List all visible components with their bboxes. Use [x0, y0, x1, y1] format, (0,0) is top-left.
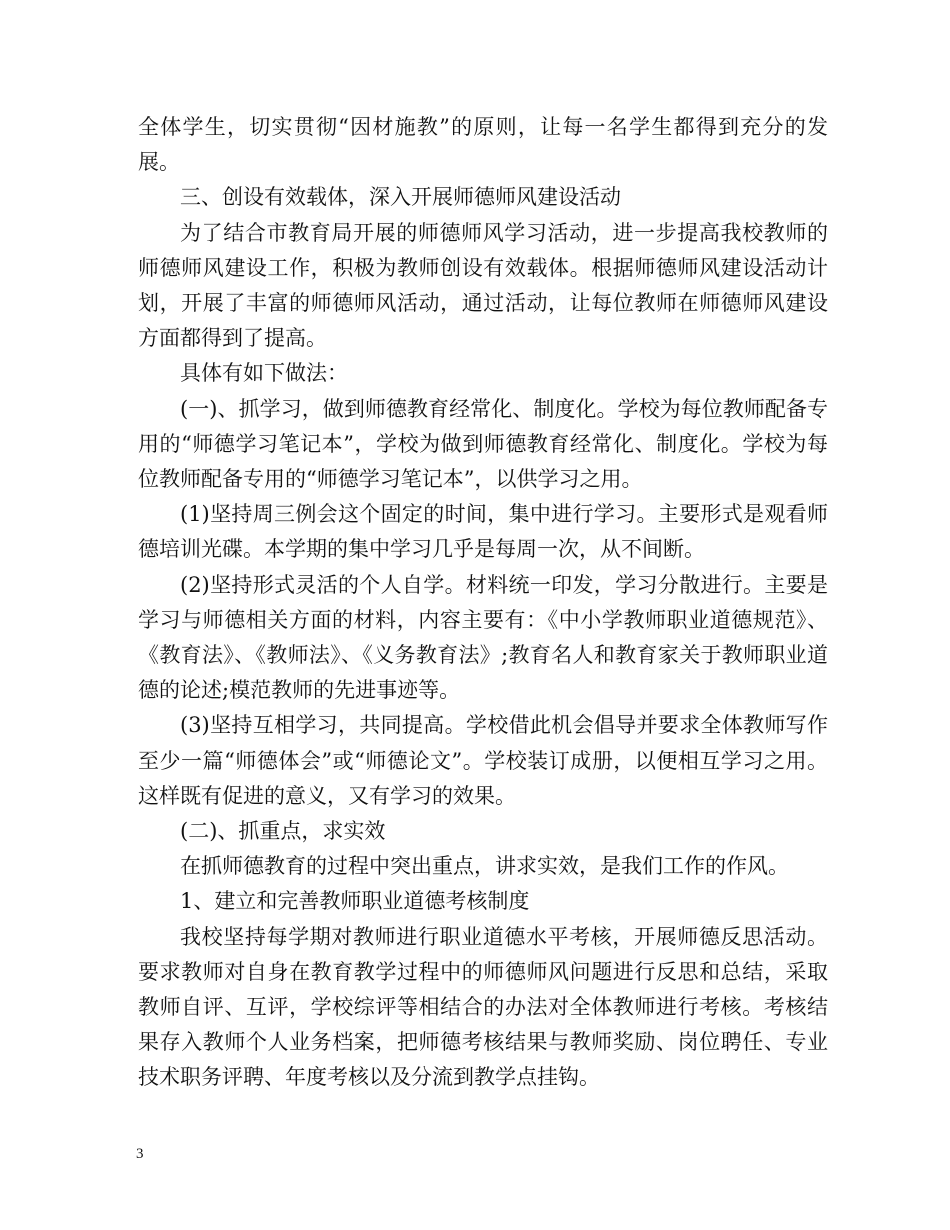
- document-body: [138, 110, 828, 1096]
- paragraph: 为了结合市教育局开展的师德师风学习活动，进一步提高我校教师的师德师风建设工作，积极为教师创设有效载体。根据师德师风建设活动计划，开展了丰富的师德师风活动，通过活动，让每位教师在师德师风建设方面都得到了提高。: [138, 220, 828, 351]
- list-item: (1)坚持周三例会这个固定的时间，集中进行学习。主要形式是观看师德培训光碟。本学期的集中学习几乎是每周一次，从不间断。: [138, 502, 828, 562]
- list-item: (3)坚持互相学习，共同提高。学校借此机会倡导并要求全体教师写作至少一篇“师德体会”或“师德论文”。学校装订成册，以便相互学习之用。这样既有促进的意义，又有学习的效果。: [138, 713, 828, 808]
- paragraph: 具体有如下做法：: [180, 361, 348, 386]
- paragraph: 我校坚持每学期对教师进行职业道德水平考核，开展师德反思活动。要求教师对自身在教育教学过程中的师德师风问题进行反思和总结，采取教师自评、互评，学校综评等相结合的办法对全体教师进行考核。考核结果存入教师个人业务档案，把师德考核结果与教师奖励、岗位聘任、专业技术职务评聘、年度考核以及分流到教学点挂钩。: [138, 924, 828, 1090]
- paragraph: (一)、抓学习，做到师德教育经常化、制度化。学校为每位教师配备专用的“师德学习笔记本”，学校为做到师德教育经常化、制度化。学校为每位教师配备专用的“师德学习笔记本”，以供学习之用。: [138, 396, 828, 492]
- section-heading: 三、创设有效载体，深入开展师德师风建设活动: [180, 185, 621, 210]
- page-number: 3: [136, 1146, 144, 1162]
- paragraph: 在抓师德教育的过程中突出重点，讲求实效，是我们工作的作风。: [180, 854, 789, 879]
- list-item: (2)坚持形式灵活的个人自学。材料统一印发，学习分散进行。主要是学习与师德相关方面的材料，内容主要有：《中小学教师职业道德规范》、《教育法》、《教师法》、《义务教育法》;教育名人和教育家关于教师职业道德的论述;模范教师的先进事迹等。: [138, 572, 828, 703]
- subsection-heading: (二)、抓重点，求实效: [180, 819, 386, 844]
- paragraph: 全体学生，切实贯彻“因材施教”的原则，让每一名学生都得到充分的发展。: [138, 115, 828, 175]
- subsection-heading: 1、建立和完善教师职业道德考核制度: [180, 889, 530, 914]
